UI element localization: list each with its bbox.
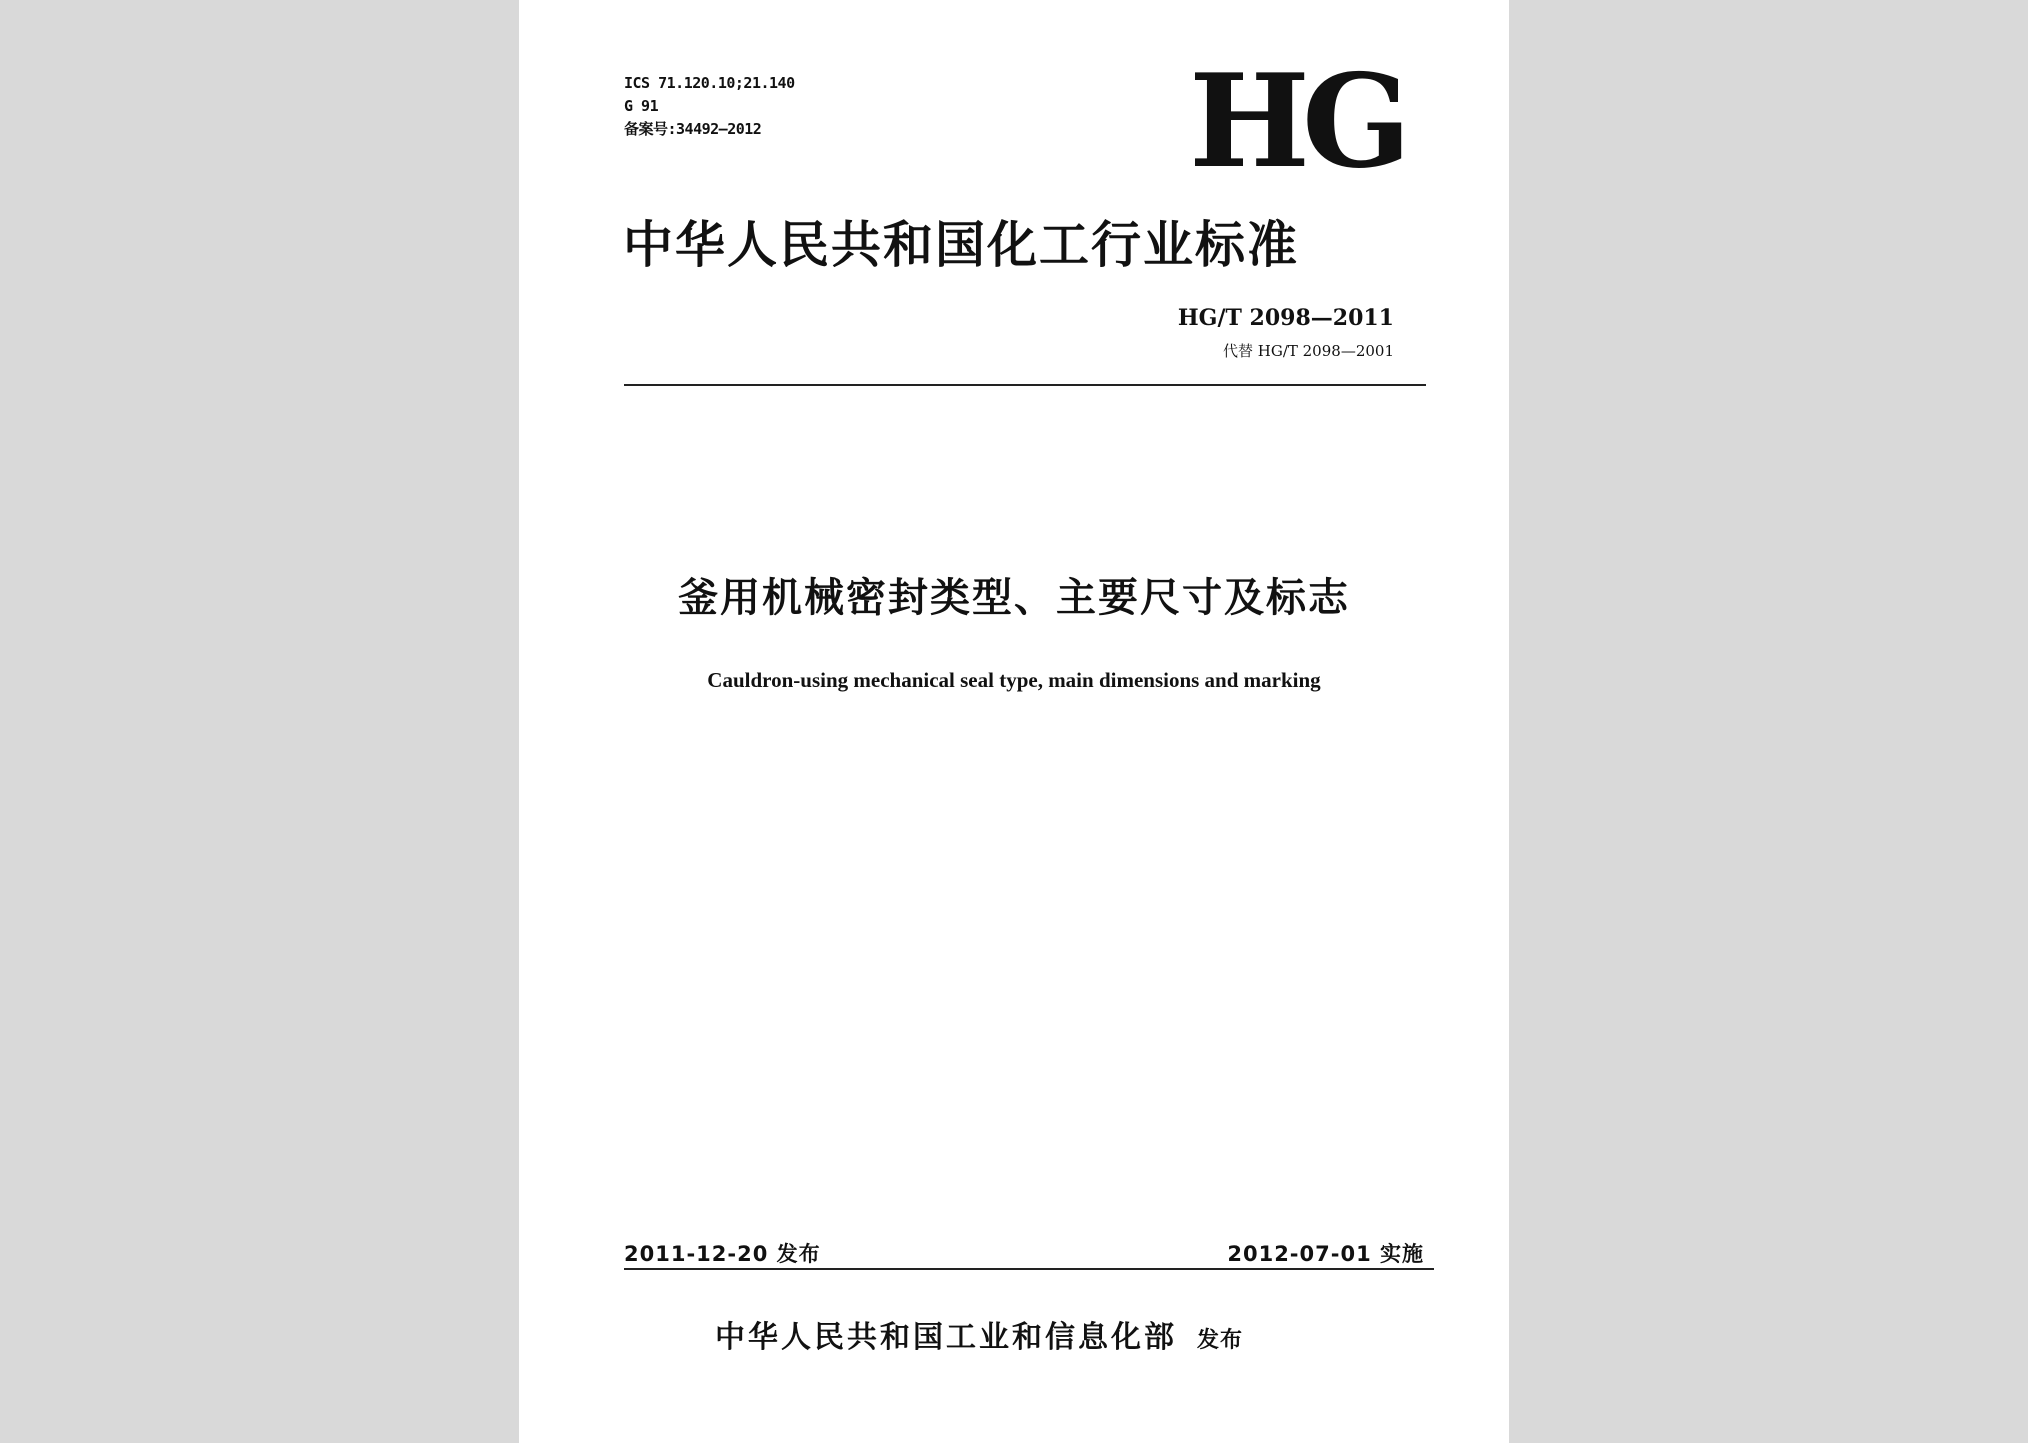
implementation-date: 2012-07-01 实施 (1227, 1242, 1424, 1266)
filing-number: 备案号:34492—2012 (624, 120, 762, 138)
hg-logo: HG (1189, 47, 1404, 197)
standard-number: HG/T 2098—2011 (1177, 305, 1394, 331)
replaced-standard: 代替 HG/T 2098—2001 (1222, 342, 1394, 360)
ics-code: ICS 71.120.10;21.140 (624, 74, 795, 92)
industry-standard-title: 中华人民共和国化工行业标准 (623, 215, 1299, 274)
classification-block (624, 72, 795, 141)
publisher-name: 中华人民共和国工业和信息化部 (715, 1320, 1177, 1355)
document-cover-page (519, 0, 1509, 1443)
footer-divider (624, 1268, 1434, 1270)
publisher-line (715, 1318, 1243, 1360)
publisher-suffix: 发布 (1197, 1327, 1244, 1353)
document-title-english: Cauldron-using mechanical seal type, main dimensions and marking (707, 668, 1321, 692)
header-divider (624, 384, 1426, 386)
ccs-code: G 91 (624, 97, 659, 115)
issue-date: 2011-12-20 发布 (624, 1242, 821, 1266)
document-title-chinese: 釜用机械密封类型、主要尺寸及标志 (678, 575, 1350, 621)
